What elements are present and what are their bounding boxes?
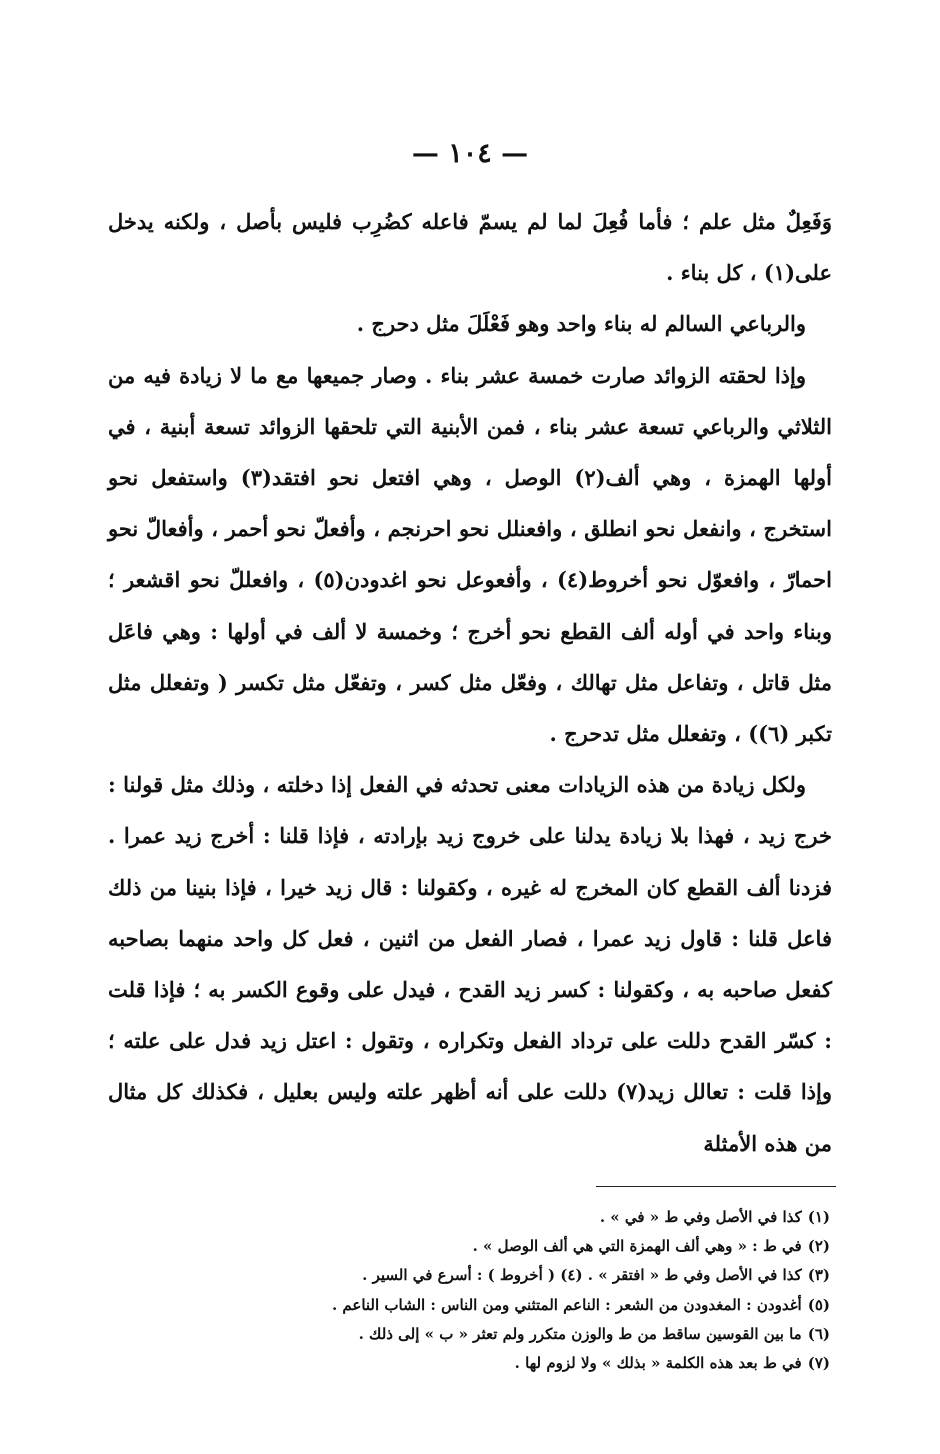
footnote-7: [140, 1349, 830, 1378]
footnote-number: (٦): [807, 1324, 830, 1343]
footnote-text: كذا في الأصل وفي ط « افتقر » . (٤) ( أخروط ) : أسرع في السير .: [362, 1266, 802, 1285]
footnote-3: [140, 1261, 830, 1290]
footnotes: [140, 1203, 830, 1378]
footnote-text: كذا في الأصل وفي ط « في » .: [599, 1208, 802, 1226]
paragraph-2: والرباعي السالم له بناء واحد وهو فَعْلَلَ مثل دحرج .: [356, 311, 806, 337]
footnote-5: [140, 1291, 830, 1320]
paragraph-4: ولكل زيادة من هذه الزيادات معنى تحدثه في الفعل إذا دخلته ، وذلك مثل قولنا : خرج زيد ، فهذا بلا زيادة يدلنا على خروج زيد بإرادته ، فإذا قلنا : أخرج زيد عمرا . فزدنا ألف القطع كان المخرج له غيره ، وكقولنا : قال زيد خيرا ، فإذا بنينا من ذلك فاعل قلنا : قاول زيد عمرا ، فصار الفعل من اثنين ، فعل كل واحد منهما بصاحبه كفعل صاحبه به ، وكقولنا : كسر زيد القدح ، فيدل على وقوع الكسر به ؛ فإذا قلت : كسّر القدح دللت على ترداد الفعل وتكراره ، وتقول : اعتل زيد فدل على علته ؛ وإذا قلت : تعالل زيد(٧) دللت على أنه أظهر علته وليس بعليل ، فكذلك كل مثال من هذه الأمثلة: [108, 772, 833, 1156]
page-number: — ١٠٤ —: [411, 138, 529, 169]
paragraph-3: وإذا لحقته الزوائد صارت خمسة عشر بناء . وصار جميعها مع ما لا زيادة فيه من الثلاثي والرباعي تسعة عشر بناء ، فمن الأبنية التي تلحقها الزوائد تسعة أبنية ، في أولها الهمزة ، وهي ألف(٢) الوصل ، وهي افتعل نحو افتقد(٣) واستفعل نحو استخرج ، وانفعل نحو انطلق ، وافعنلل نحو احرنجم ، وأفعلّ نحو أحمر ، وأفعالّ نحو احمارّ ، وافعوّل نحو أخروط(٤) ، وأفعوعل نحو اغدودن(٥) ، وافعللّ نحو اقشعر ؛ وبناء واحد في أوله ألف القطع نحو أخرج ؛ وخمسة لا ألف في أولها : وهي فاعَل مثل قاتل ، وتفاعل مثل تهالك ، وفعّل مثل كسر ، وتفعّل مثل تكسر ( وتفعلل مثل تكبر (٦)) ، وتفعلل مثل تدحرج .: [108, 362, 833, 747]
footnote-number: (٣): [807, 1266, 830, 1285]
footnote-text: أغدودن : المغدودن من الشعر : الناعم المتثني ومن الناس : الشاب الناعم .: [331, 1295, 802, 1314]
paragraph-1: وَفَعِلٌ مثل علم ؛ فأما فُعِلَ لما لم يسمّ فاعله كضُرِب فليس بأصل ، ولكنه يدخل على(١) ، كل بناء .: [108, 209, 832, 286]
footnote-number: (٢): [807, 1237, 830, 1256]
footnote-divider: [596, 1186, 836, 1187]
footnote-number: (٥): [807, 1295, 830, 1314]
footnote-2: [140, 1232, 830, 1261]
footnote-text: في ط بعد هذه الكلمة « بذلك » ولا لزوم لها .: [514, 1354, 802, 1373]
footnote-6: [140, 1320, 830, 1349]
footnote-text: في ط : « وهي ألف الهمزة التي هي ألف الوصل » .: [472, 1237, 802, 1256]
main-text: [108, 196, 832, 1169]
footnote-number: (١): [807, 1208, 830, 1226]
footnote-text: ما بين القوسين ساقط من ط والوزن متكرر ولم تعثر « ب » إلى ذلك .: [358, 1324, 802, 1343]
footnote-number: (٧): [807, 1354, 830, 1373]
footnote-1: [140, 1203, 830, 1232]
